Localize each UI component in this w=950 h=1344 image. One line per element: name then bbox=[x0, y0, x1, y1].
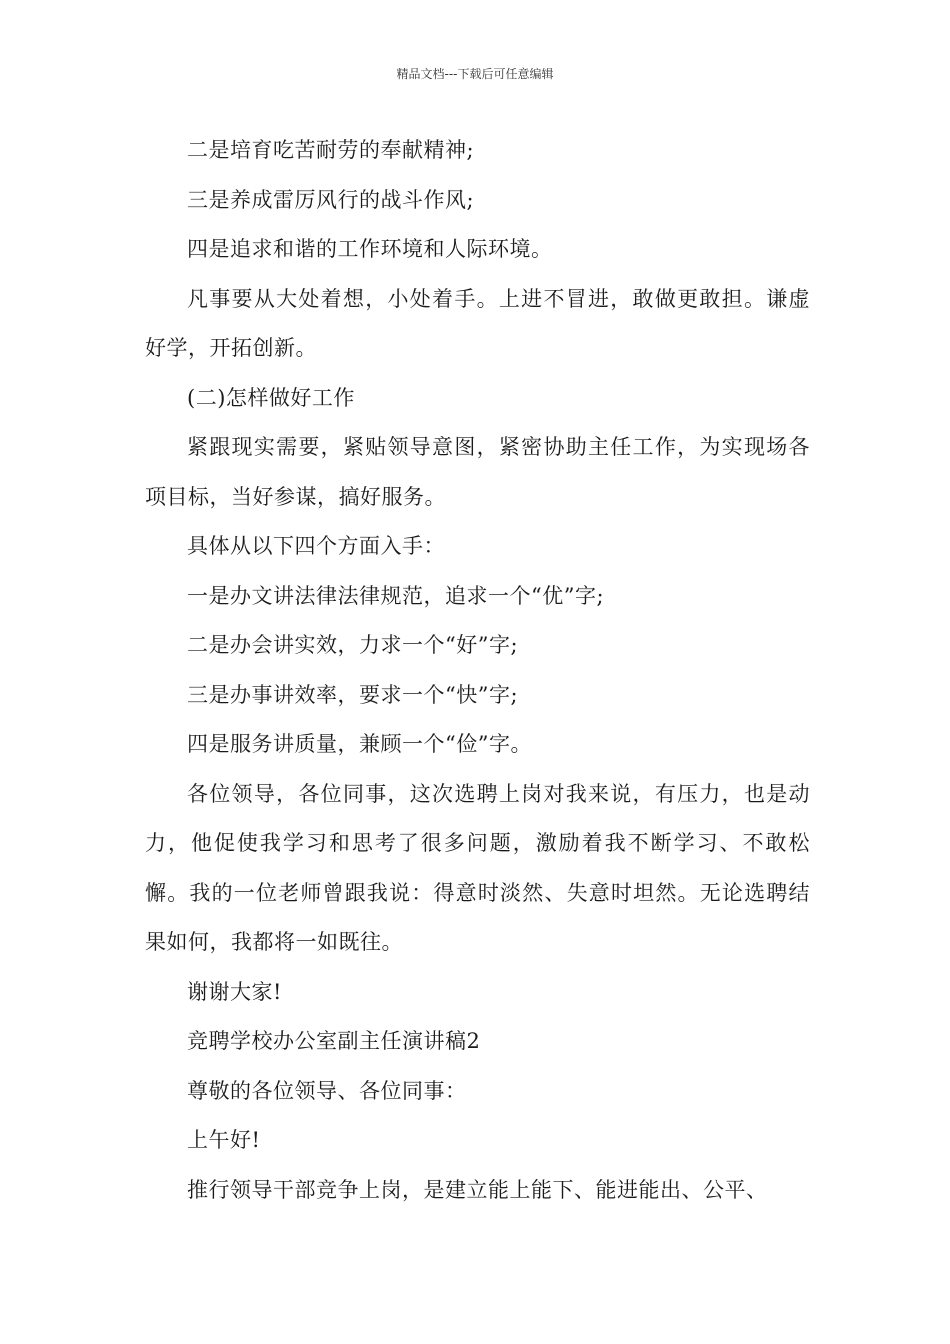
greeting: 上午好! bbox=[187, 1128, 261, 1152]
document-title: 竞聘学校办公室副主任演讲稿2 bbox=[187, 1029, 481, 1053]
paragraph: 推行领导干部竞争上岗，是建立能上能下、能进能出、公平、 bbox=[187, 1177, 768, 1202]
document-body bbox=[145, 126, 810, 1215]
paragraph: 三是养成雷厉风行的战斗作风; bbox=[187, 187, 475, 212]
paragraph: 紧跟现实需要，紧贴领导意图，紧密协助主任工作，为实现场各项目标，当好参谋，搞好服务。 bbox=[145, 435, 810, 509]
paragraph: 二是培育吃苦耐劳的奉献精神; bbox=[187, 138, 475, 162]
paragraph: 三是办事讲效率，要求一个“快”字; bbox=[187, 682, 519, 707]
page-header: 精品文档---下载后可任意编辑 bbox=[396, 67, 554, 81]
paragraph: 四是追求和谐的工作环境和人际环境。 bbox=[187, 237, 553, 261]
paragraph: 二是办会讲实效，力求一个“好”字; bbox=[187, 633, 519, 657]
section-heading: (二)怎样做好工作 bbox=[187, 385, 355, 410]
salutation: 尊敬的各位领导、各位同事： bbox=[187, 1078, 467, 1103]
paragraph: 谢谢大家! bbox=[187, 979, 282, 1004]
paragraph: 具体从以下四个方面入手： bbox=[187, 534, 445, 558]
paragraph: 各位领导，各位同事，这次选聘上岗对我来说，有压力，也是动力，他促使我学习和思考了很多问题，激励着我不断学习、不敢松懈。我的一位老师曾跟我说：得意时淡然、失意时坦然。无论选聘结果如何，我都将一如既往。 bbox=[145, 781, 810, 954]
paragraph: 凡事要从大处着想，小处着手。上进不冒进，敢做更敢担。谦虚好学，开拓创新。 bbox=[145, 286, 810, 360]
paragraph: 一是办文讲法律法律规范，追求一个“优”字; bbox=[187, 583, 605, 608]
paragraph: 四是服务讲质量，兼顾一个“俭”字。 bbox=[187, 732, 532, 756]
